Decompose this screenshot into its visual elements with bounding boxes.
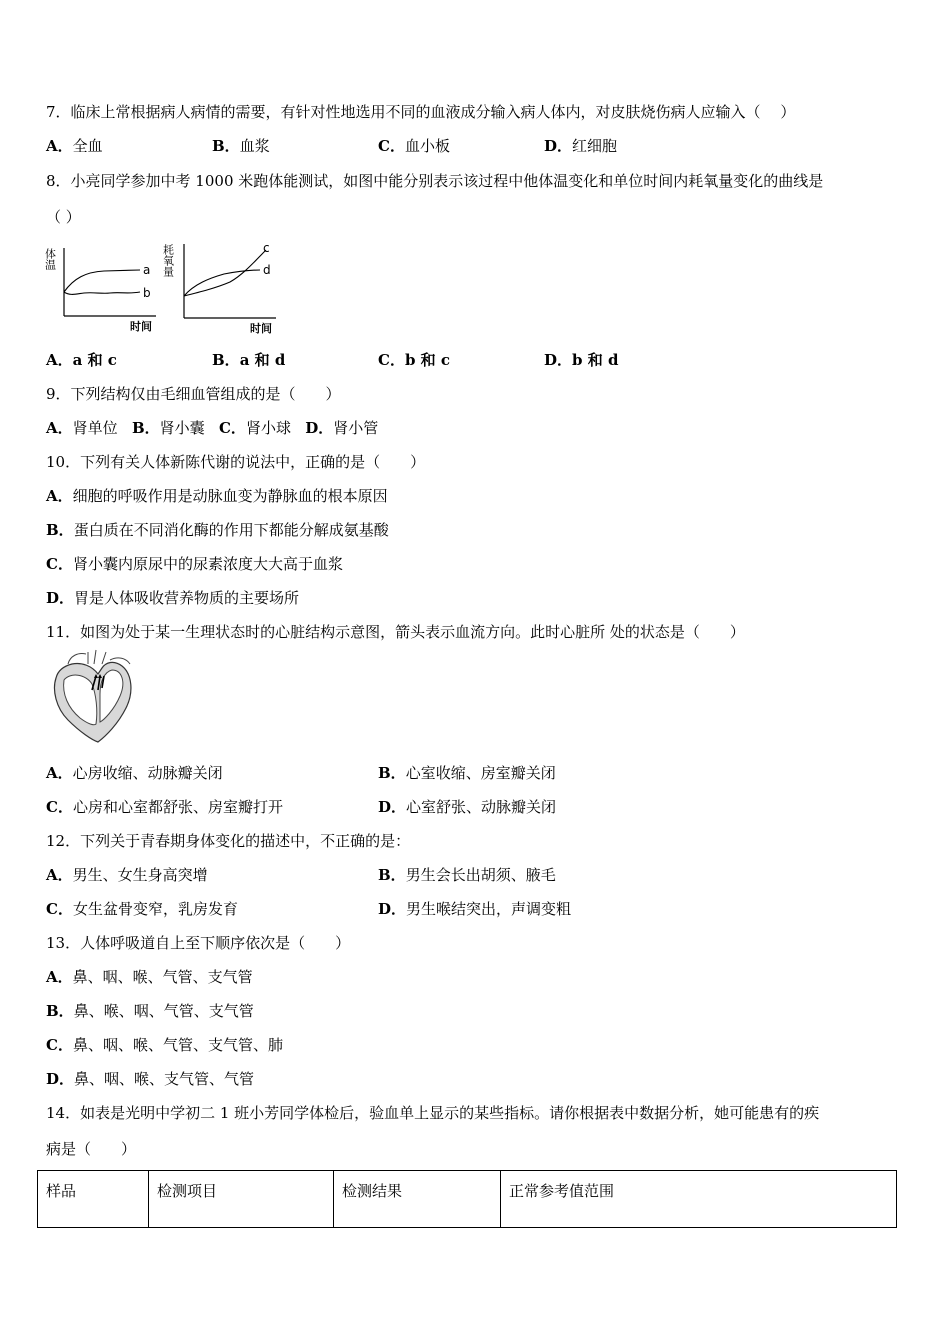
q7-option-b[interactable]: B．血浆	[212, 137, 270, 155]
graph2-xlabel: 时间	[250, 322, 272, 335]
q9-option-d[interactable]: D．肾小管	[305, 419, 379, 437]
body-temperature-graph	[44, 240, 164, 335]
blood-test-table	[37, 1170, 897, 1228]
q8-option-d[interactable]: D．b 和 d	[544, 351, 619, 369]
q9-option-c[interactable]: C．肾小球	[218, 419, 291, 437]
q12-option-d[interactable]: D．男生喉结突出，声调变粗	[378, 900, 572, 918]
q10-stem: 10．下列有关人体新陈代谢的说法中，正确的是（ ）	[46, 453, 426, 471]
header-item: 检测项目	[149, 1171, 334, 1228]
q11-option-d[interactable]: D．心室舒张、动脉瓣关闭	[378, 798, 557, 816]
oxygen-consumption-graph	[161, 238, 284, 336]
q8-stem: 8．小亮同学参加中考 1000 米跑体能测试，如图中能分别表示该过程中他体温变化和单位时间内耗氧量变化的曲线是	[46, 172, 824, 190]
curve-d	[184, 270, 260, 296]
q11-stem: 11．如图为处于某一生理状态时的心脏结构示意图，箭头表示血流方向。此时心脏所 处的状态是（ ）	[46, 623, 745, 641]
q10-option-b[interactable]: B．蛋白质在不同消化酶的作用下都能分解成氨基酸	[46, 521, 389, 539]
q7-option-a[interactable]: A．全血	[46, 137, 103, 155]
q8-option-c[interactable]: C．b 和 c	[378, 351, 451, 369]
vessel-left	[68, 653, 86, 664]
header-sample: 样品	[38, 1171, 149, 1228]
curve-b	[64, 292, 140, 294]
header-reference-range: 正常参考值范围	[501, 1171, 897, 1228]
q9-stem: 9．下列结构仅由毛细血管组成的是（ ）	[46, 385, 341, 403]
q10-option-c[interactable]: C．肾小囊内原尿中的尿素浓度大大高于血浆	[46, 555, 343, 573]
q12-option-c[interactable]: C．女生盆骨变窄，乳房发育	[46, 900, 238, 918]
q14-stem-cont: 病是（ ）	[46, 1140, 137, 1158]
graph1-label-a: a	[143, 263, 151, 277]
q13-option-d[interactable]: D．鼻、咽、喉、支气管、气管	[46, 1070, 255, 1088]
q10-option-a[interactable]: A．细胞的呼吸作用是动脉血变为静脉血的根本原因	[46, 487, 388, 505]
heart-diagram	[48, 650, 136, 744]
q11-option-c[interactable]: C．心房和心室都舒张、房室瓣打开	[46, 798, 283, 816]
q9-option-a[interactable]: A．肾单位	[46, 419, 118, 437]
q12-option-a[interactable]: A．男生、女生身高突增	[46, 866, 208, 884]
q11-option-a[interactable]: A．心房收缩、动脉瓣关闭	[46, 764, 223, 782]
q7-stem: 7．临床上常根据病人病情的需要，有针对性地选用不同的血液成分输入病人体内，对皮肤烧伤病人应输入（ ）	[46, 103, 796, 121]
vessels-top	[88, 650, 106, 664]
curve-c	[184, 250, 266, 296]
graph2-label-d: d	[263, 263, 271, 277]
q13-option-c[interactable]: C．鼻、咽、喉、气管、支气管、肺	[46, 1036, 283, 1054]
curve-a	[64, 270, 140, 292]
header-result: 检测结果	[334, 1171, 501, 1228]
q7-option-d[interactable]: D．红细胞	[544, 137, 618, 155]
q8-option-b[interactable]: B．a 和 d	[212, 351, 286, 369]
q10-option-d[interactable]: D．胃是人体吸收营养物质的主要场所	[46, 589, 300, 607]
q12-stem: 12．下列关于青春期身体变化的描述中，不正确的是：	[46, 832, 411, 850]
q12-option-b[interactable]: B．男生会长出胡须、腋毛	[378, 866, 556, 884]
q14-stem: 14．如表是光明中学初二 1 班小芳同学体检后，验血单上显示的某些指标。请你根据表中数据分析，她可能患有的疾	[46, 1104, 820, 1122]
q13-option-a[interactable]: A．鼻、咽、喉、气管、支气管	[46, 968, 253, 986]
q13-option-b[interactable]: B．鼻、喉、咽、气管、支气管	[46, 1002, 254, 1020]
q9-option-b[interactable]: B．肾小囊	[131, 419, 205, 437]
q13-stem: 13．人体呼吸道自上至下顺序依次是（ ）	[46, 934, 351, 952]
graph2-label-c: c	[263, 241, 270, 255]
graph2-ylabel: 耗氧量	[161, 244, 175, 277]
q8-stem-cont: （ ）	[46, 208, 81, 226]
q8-option-a[interactable]: A．a 和 c	[46, 351, 117, 369]
graph1-ylabel: 体温	[43, 248, 57, 270]
graph1-label-b: b	[143, 286, 151, 300]
q7-option-c[interactable]: C．血小板	[378, 137, 450, 155]
table-header-row	[38, 1171, 897, 1228]
q9-options	[46, 418, 378, 438]
q11-option-b[interactable]: B．心室收缩、房室瓣关闭	[378, 764, 556, 782]
graph1-xlabel: 时间	[130, 320, 152, 333]
